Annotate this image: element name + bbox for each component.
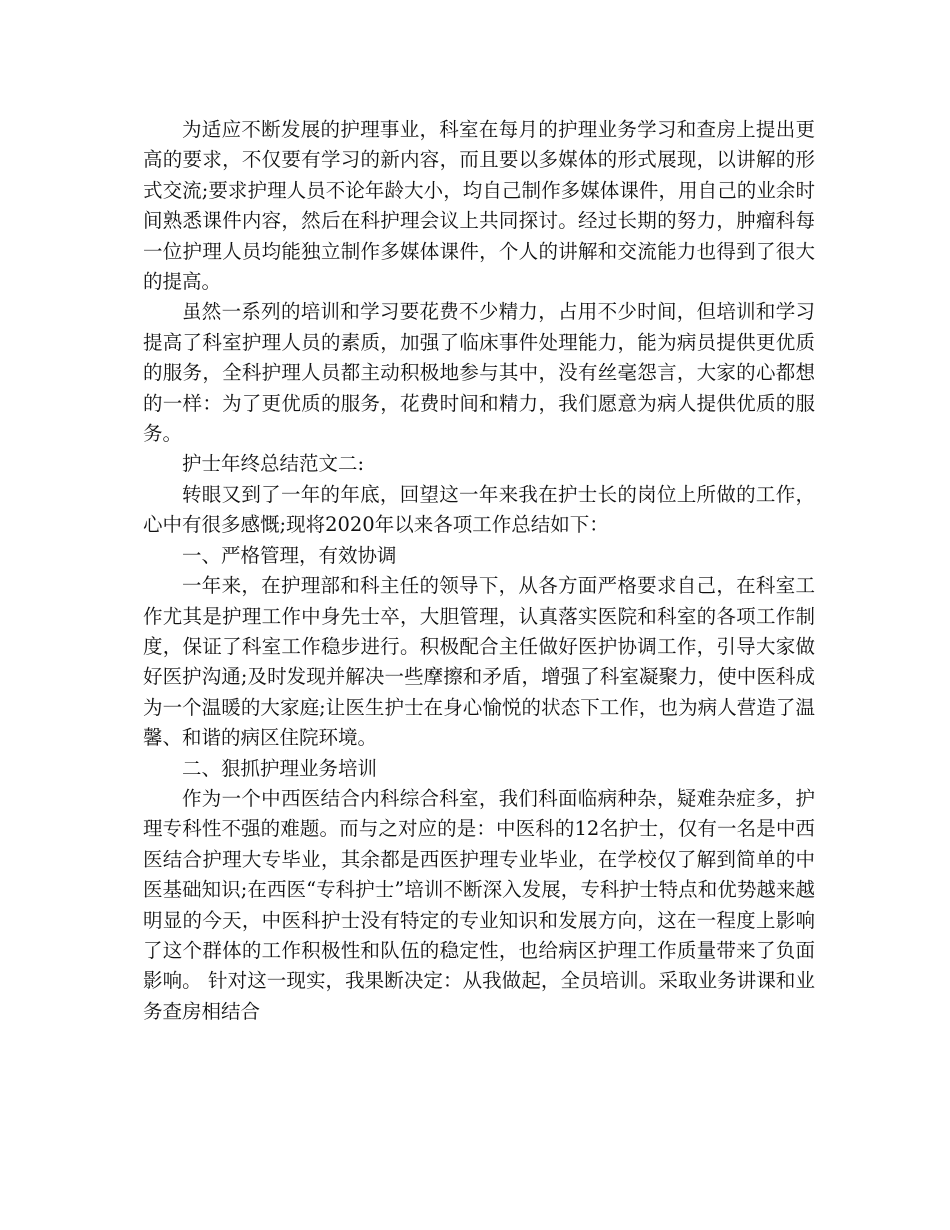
paragraph-4: 一年来，在护理部和科主任的领导下，从各方面严格要求自己，在科室工作尤其是护理工作中身先士卒，大胆管理，认真落实医院和科室的各项工作制度，保证了科室工作稳步进行。积极配合主任做好医护协调工作，引导大家做好医护沟通;及时发现并解决一些摩擦和矛盾，增强了科室凝聚力，使中医科成为一个温暖的大家庭;让医生护士在身心愉悦的状态下工作，也为病人营造了温馨、和谐的病区住院环境。 — [143, 574, 815, 750]
document-body — [143, 115, 815, 1027]
paragraph-3: 转眼又到了一年的年底，回望这一年来我在护士长的岗位上所做的工作，心中有很多感慨;现将2020年以来各项工作总结如下： — [143, 482, 815, 537]
paragraph-1: 为适应不断发展的护理事业，科室在每月的护理业务学习和查房上提出更高的要求，不仅要有学习的新内容，而且要以多媒体的形式展现，以讲解的形式交流;要求护理人员不论年龄大小，均自己制作多媒体课件，用自己的业余时间熟悉课件内容，然后在科护理会议上共同探讨。经过长期的努力，肿瘤科每一位护理人员均能独立制作多媒体课件，个人的讲解和交流能力也得到了很大的提高。 — [143, 118, 815, 294]
heading-strict-management: 一、严格管理，有效协调 — [182, 543, 397, 567]
heading-nursing-training: 二、狠抓护理业务培训 — [182, 756, 378, 780]
section-title-sample-two: 护士年终总结范文二: — [182, 452, 365, 476]
paragraph-5: 作为一个中西医结合内科综合科室，我们科面临病种杂，疑难杂症多，护理专科性不强的难题。而与之对应的是：中医科的12名护士，仅有一名是中西医结合护理大专毕业，其余都是西医护理专业毕业，在学校仅了解到简单的中医基础知识;在西医“专科护士”培训不断深入发展，专科护士特点和优势越来越明显的今天，中医科护士没有特定的专业知识和发展方向，这在一程度上影响了这个群体的工作积极性和队伍的稳定性，也给病区护理工作质量带来了负面影响。 针对这一现实，我果断决定：从我做起，全员培训。采取业务讲课和业务查房相结合 — [143, 786, 815, 1023]
paragraph-2: 虽然一系列的培训和学习要花费不少精力，占用不少时间，但培训和学习提高了科室护理人员的素质，加强了临床事件处理能力，能为病员提供更优质的服务，全科护理人员都主动积极地参与其中，没有丝毫怨言，大家的心都想的一样：为了更优质的服务，花费时间和精力，我们愿意为病人提供优质的服务。 — [143, 300, 815, 446]
